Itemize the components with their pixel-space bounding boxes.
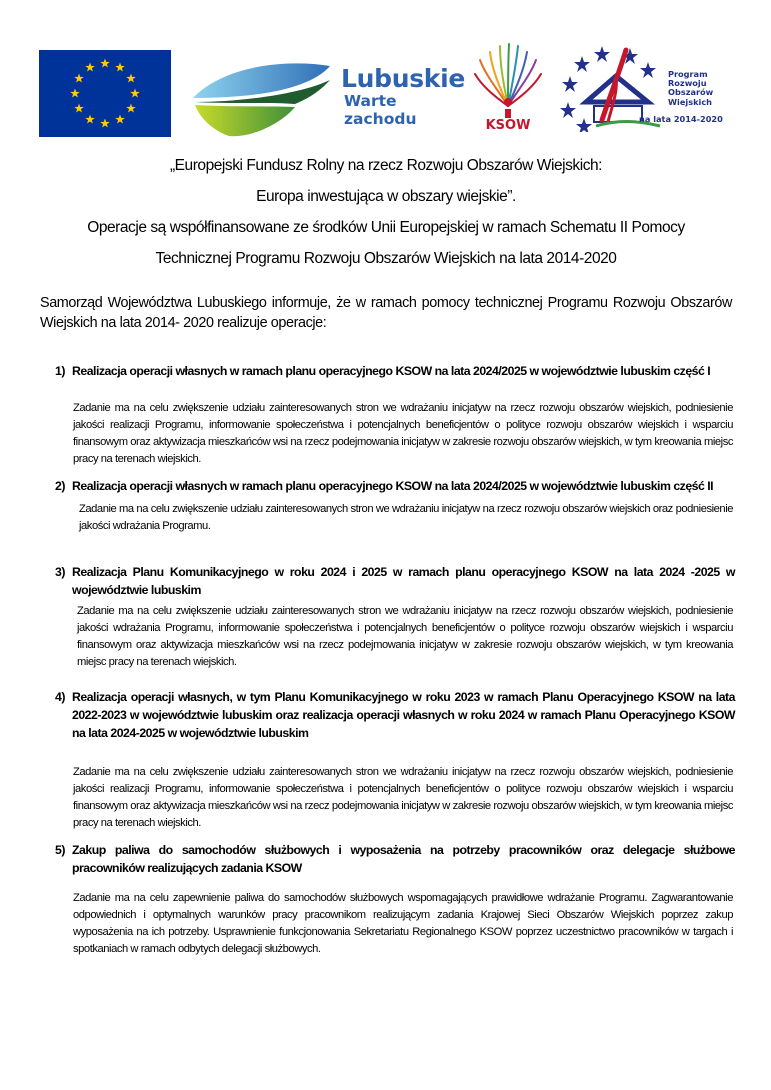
operation-description: Zadanie ma na celu zwiększenie udziału zainteresowanych stron we wdrażaniu inicjatyw na rzecz rozwoju obszarów wiejskich oraz podniesienie jakości wdrażania Programu. bbox=[79, 503, 733, 532]
funding-header bbox=[40, 150, 732, 274]
operation-title-text: Realizacja operacji własnych w ramach planu operacyjnego KSOW na lata 2024/2025 w województwie lubuskim część I bbox=[72, 364, 711, 378]
ksow-label: KSOW bbox=[485, 118, 531, 133]
operation-number: 2) bbox=[55, 479, 65, 493]
operation-title-text: Realizacja Planu Komunikacyjnego w roku 2024 i 2025 w ramach planu operacyjnego KSOW na lata 2024 -2025 w województwie lubuskim bbox=[72, 565, 735, 597]
operation-title-text: Zakup paliwa do samochodów służbowych i wyposażenia na potrzeby pracowników oraz delegacje służbowe pracowników realizujących zadania KSOW bbox=[72, 843, 735, 875]
operation-title-text: Realizacja operacji własnych, w tym Planu Komunikacyjnego w roku 2023 w ramach Planu Operacyjnego KSOW na lata 2022-2023 w województwie lubuskim oraz realizacja operacji własnych w roku 2024 w ramach Planu Operacyjnego KSOW na lata 2024-2025 w województwie lubuskim bbox=[72, 690, 735, 740]
operation-title bbox=[55, 563, 735, 599]
operation-title bbox=[55, 841, 735, 877]
operation-title bbox=[55, 477, 735, 495]
prow-line: Wiejskich bbox=[668, 96, 713, 107]
lubuskie-wave-logo bbox=[191, 58, 332, 138]
operation-description: Zadanie ma na celu zwiększenie udziału zainteresowanych stron we wdrażaniu inicjatyw na rzecz rozwoju obszarów wiejskich, podniesienie jakości realizacji Programu, informowanie społeczeństwa i potencjalnych beneficjentów o polityce rozwoju obszarów wiejskich i wsparciu finansowym oraz aktywizacja mieszkańców wsi na rzecz podejmowania inicjatyw w zakresie rozwoju obszarów wiejskich, w tym kreowania miejsc pracy na terenach wiejskich. bbox=[73, 402, 733, 465]
operation-title-text: Realizacja operacji własnych w ramach planu operacyjnego KSOW na lata 2024/2025 w województwie lubuskim część II bbox=[72, 479, 714, 493]
logo-bar bbox=[0, 0, 771, 140]
lubuskie-slogan: Warte zachodu bbox=[344, 92, 417, 128]
operation-title bbox=[55, 362, 735, 380]
intro-paragraph: Samorząd Województwa Lubuskiego informuje, że w ramach pomocy technicznej Programu Rozwoju Obszarów Wiejskich na lata 2014- 2020 realizuje operacje: bbox=[40, 295, 732, 331]
lubuskie-wordmark bbox=[341, 64, 466, 128]
prow-line: Program bbox=[668, 69, 708, 79]
prow-period: na lata 2014-2020 bbox=[639, 114, 723, 124]
operation-number: 4) bbox=[55, 690, 65, 704]
lubuskie-name: Lubuskie bbox=[341, 64, 466, 93]
header-line: Europa inwestująca w obszary wiejskie”. bbox=[256, 188, 516, 205]
operation-number: 1) bbox=[55, 364, 65, 378]
operation-description: Zadanie ma na celu zwiększenie udziału zainteresowanych stron we wdrażaniu inicjatyw na rzecz rozwoju obszarów wiejskich, podniesienie jakości realizacji Programu, informowanie społeczeństwa i potencjalnych beneficjentów o polityce rozwoju obszarów wiejskich i wsparciu finansowym oraz aktywizacja mieszkańców wsi na rzecz podejmowania inicjatyw w zakresie rozwoju obszarów wiejskich, w tym kreowania miejsc pracy na terenach wiejskich. bbox=[73, 766, 733, 829]
prow-line: Rozwoju bbox=[668, 78, 707, 89]
prow-line: Obszarów bbox=[668, 87, 714, 98]
header-line: Technicznej Programu Rozwoju Obszarów Wiejskich na lata 2014-2020 bbox=[155, 250, 617, 267]
operation-number: 5) bbox=[55, 843, 65, 857]
prow-title bbox=[668, 70, 748, 107]
operation-description: Zadanie ma na celu zwiększenie udziału zainteresowanych stron we wdrażaniu inicjatyw na rzecz rozwoju obszarów wiejskich, podniesienie jakości wdrażania Programu, informowanie społeczeństwa i potencjalnych beneficjentów o polityce rozwoju obszarów wiejskich i wsparciu finansowym oraz aktywizacja mieszkańców wsi na rzecz podejmowania inicjatyw w zakresie rozwoju obszarów wiejskich, w tym kreowania miejsc pracy na terenach wiejskich. bbox=[77, 605, 733, 668]
header-line: Operacje są współfinansowane ze środków Unii Europejskiej w ramach Schematu II Pomocy bbox=[87, 219, 685, 236]
header-line: „Europejski Fundusz Rolny na rzecz Rozwoju Obszarów Wiejskich: bbox=[169, 157, 603, 174]
operation-description: Zadanie ma na celu zapewnienie paliwa do samochodów służbowych wspomagających prawidłowe wdrażanie Programu. Zagwarantowanie odpowiednich i optymalnych warunków pracy pracownikom realizującym zadania Krajowej Sieci Obszarów Wiejskich poprzez zakup wyposażenia na ich potrzeby. Usprawnienie funkcjonowania Sekretariatu Regionalnego KSOW poprzez uczestnictwo pracowników w targach i spotkaniach w ramach odbytych delegacji służbowych. bbox=[73, 892, 733, 955]
operation-title bbox=[55, 688, 735, 742]
eu-flag-icon bbox=[39, 50, 171, 137]
operation-number: 3) bbox=[55, 565, 65, 579]
